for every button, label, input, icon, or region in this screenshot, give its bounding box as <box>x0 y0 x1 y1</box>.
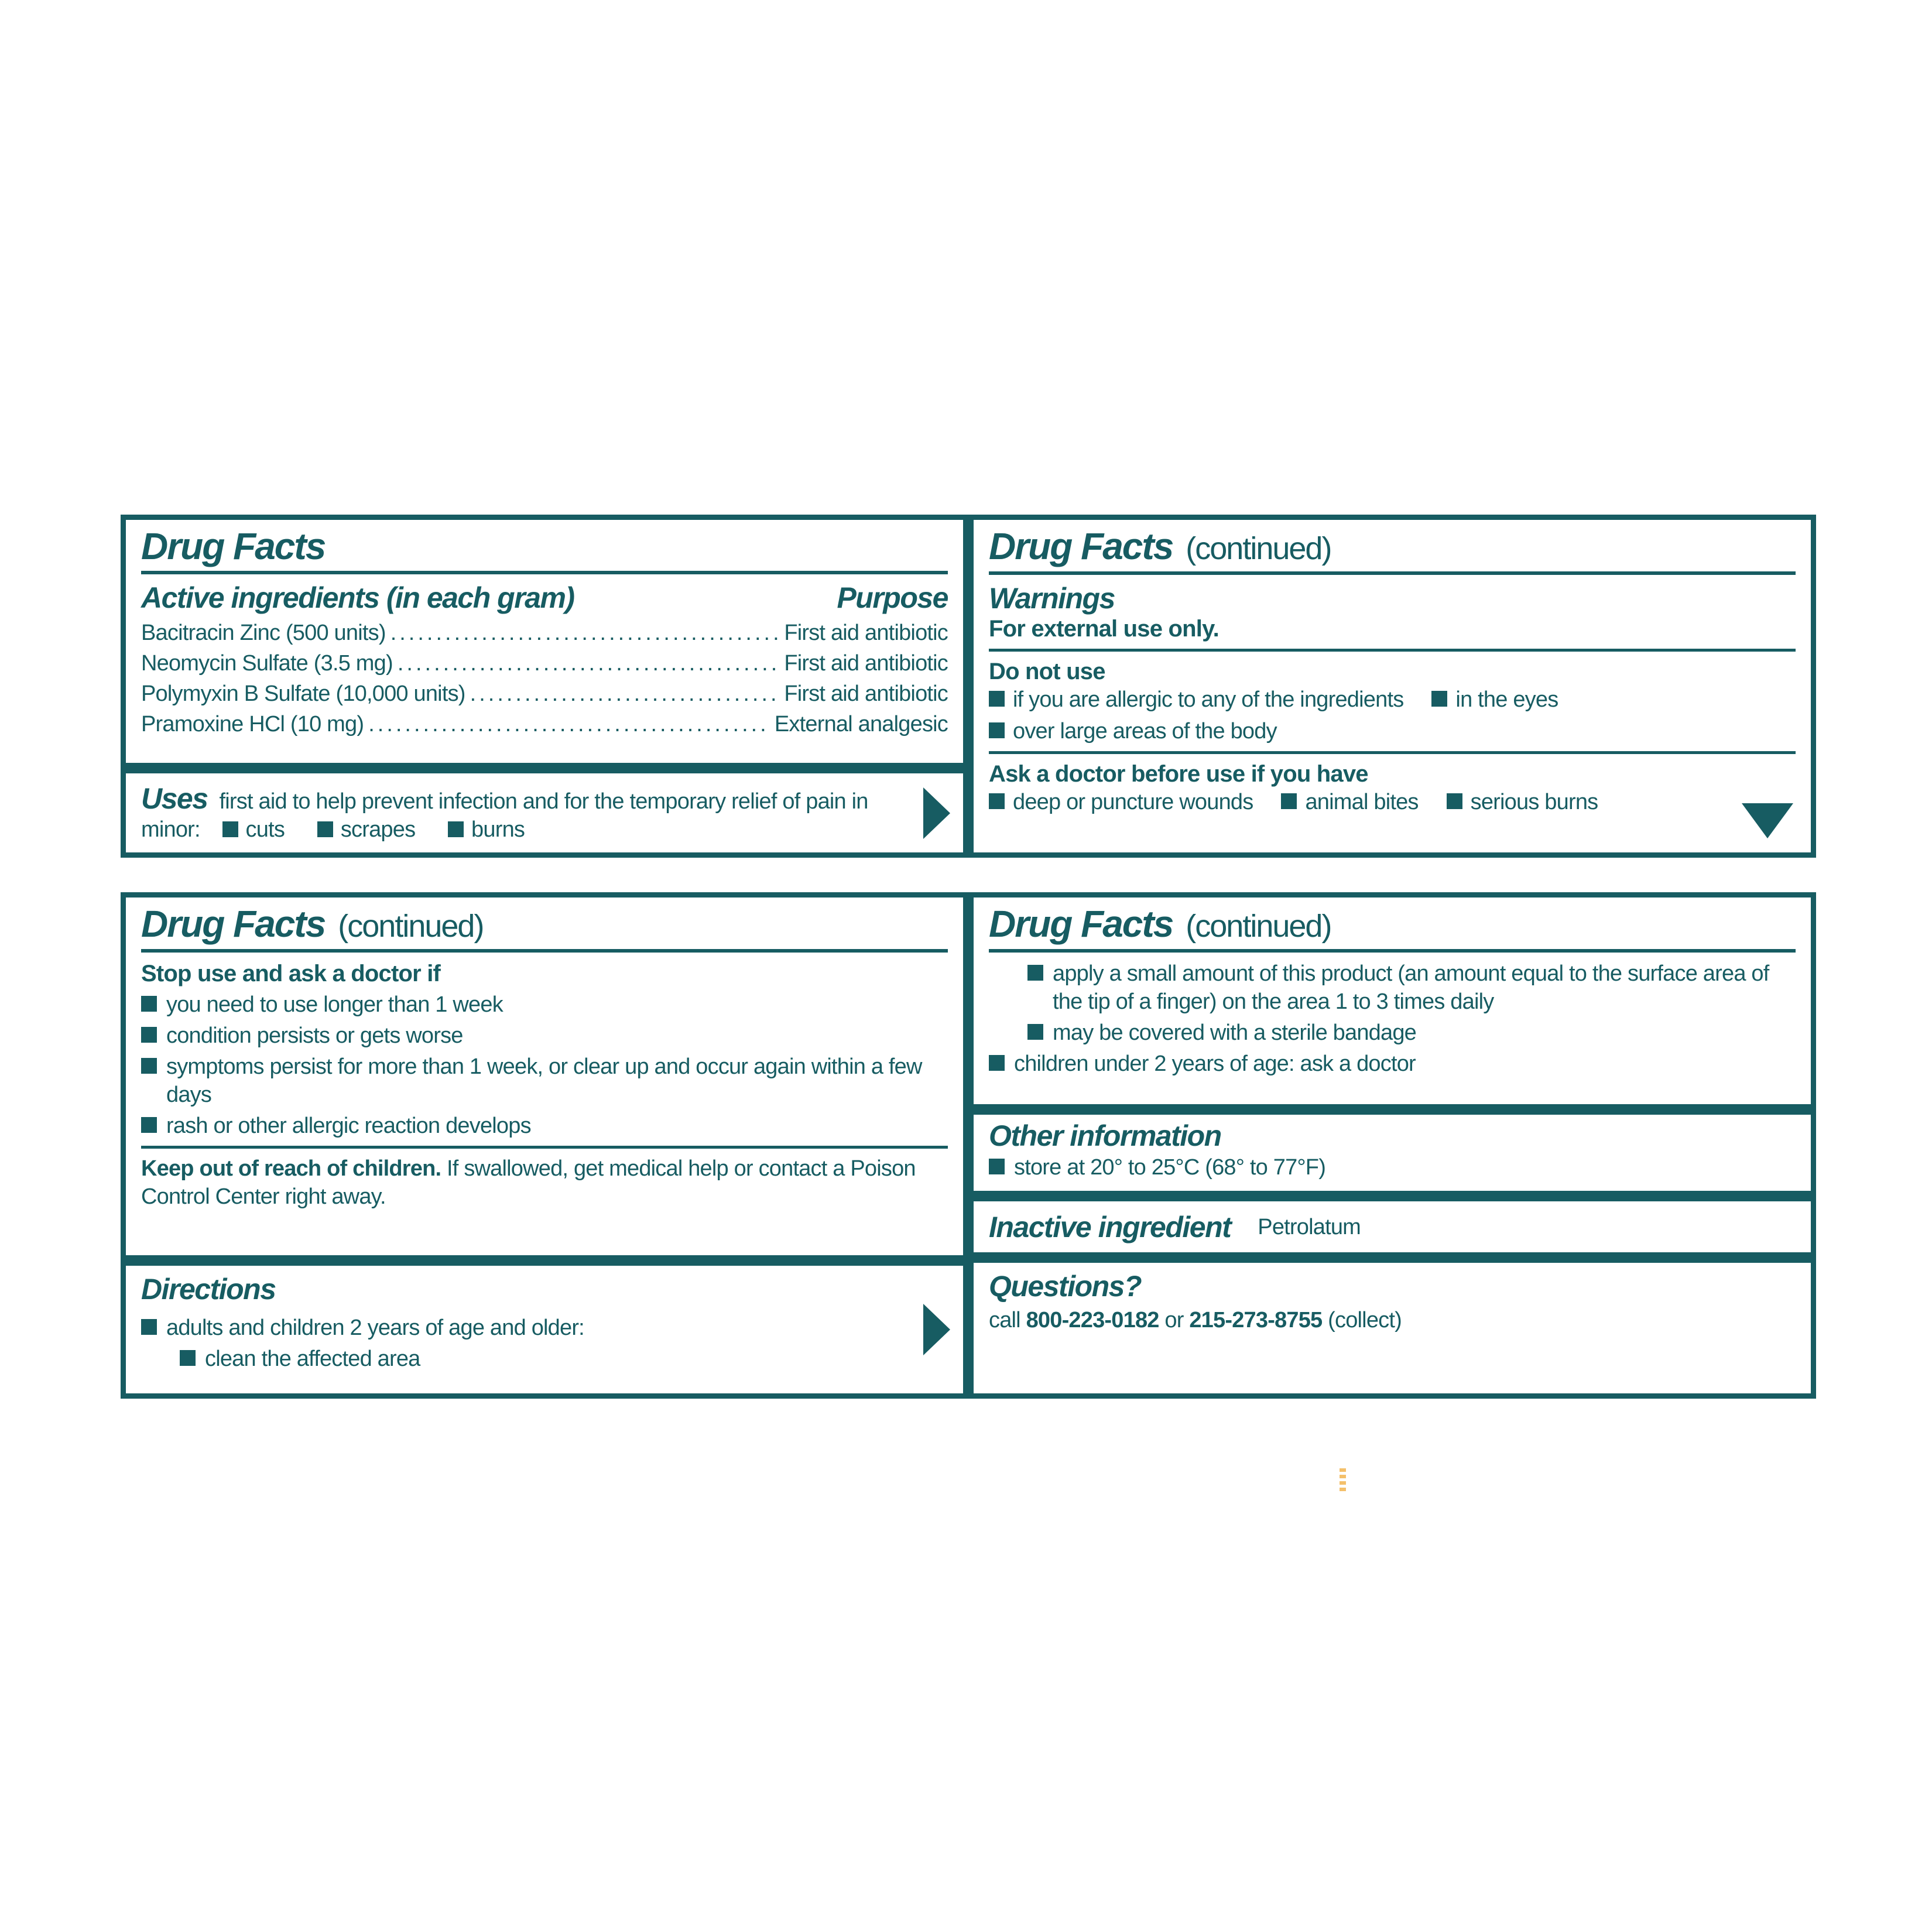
section-rule <box>141 571 948 574</box>
ingredient-name: Bacitracin Zinc (500 units) <box>141 621 386 646</box>
uses-item <box>448 817 525 842</box>
bullet-square-icon <box>141 1117 157 1133</box>
ask-doctor-item <box>989 788 1253 816</box>
section-rule <box>141 949 948 953</box>
uses-panel <box>121 768 968 858</box>
ingredient-purpose: First aid antibiotic <box>784 651 948 676</box>
dotted-leader <box>368 709 770 739</box>
stop-use-item-label: rash or other allergic reaction develops <box>166 1114 531 1138</box>
uses-text <box>141 782 893 844</box>
panel-title-row <box>141 527 948 566</box>
ingredient-row <box>141 679 948 709</box>
stop-use-item <box>141 1022 948 1050</box>
bullet-square-icon <box>141 1058 157 1074</box>
phone-number-1: 800-223-0182 <box>1026 1308 1159 1332</box>
inactive-ingredient-panel <box>968 1196 1816 1258</box>
other-information-item <box>989 1153 1796 1181</box>
column-top-left <box>121 515 968 858</box>
ingredient-row <box>141 648 948 679</box>
panel-title: Drug Facts <box>989 903 1173 945</box>
section-rule <box>989 571 1796 575</box>
bullet-square-icon <box>989 691 1005 707</box>
uses-item-label: cuts <box>245 817 285 842</box>
drug-facts-panel <box>121 515 968 768</box>
purpose-heading: Purpose <box>837 581 948 615</box>
panel-title: Drug Facts <box>141 903 326 945</box>
bullet-square-icon <box>141 1027 157 1043</box>
ingredient-name: Polymyxin B Sulfate (10,000 units) <box>141 681 465 707</box>
directions-item <box>989 1050 1796 1078</box>
bullet-square-icon <box>317 821 333 837</box>
inactive-ingredient-heading: Inactive ingredient <box>989 1210 1231 1244</box>
stop-use-item <box>141 991 948 1019</box>
do-not-use-item-label: if you are allergic to any of the ingredients <box>1013 687 1404 712</box>
dotted-leader <box>390 618 780 648</box>
bullet-square-icon <box>1027 1024 1043 1040</box>
uses-item-label: scrapes <box>340 817 416 842</box>
directions-item-label: children under 2 years of age: ask a doctor <box>1014 1051 1416 1076</box>
directions-heading: Directions <box>141 1273 276 1306</box>
stop-use-item-label: symptoms persist for more than 1 week, or clear up and occur again within a few days <box>166 1054 922 1107</box>
section-rule <box>989 949 1796 953</box>
ask-doctor-item-label: deep or puncture wounds <box>1013 790 1253 814</box>
do-not-use-item-label: over large areas of the body <box>1013 719 1277 744</box>
warnings-panel <box>968 515 1816 858</box>
ingredient-purpose: External analgesic <box>774 712 948 737</box>
ingredient-name: Pramoxine HCl (10 mg) <box>141 712 364 737</box>
ask-doctor-heading: Ask a doctor before use if you have <box>989 761 1368 787</box>
other-information-heading: Other information <box>989 1119 1221 1152</box>
keep-out-rest: If swallowed, get medical help or contact a Poison Control Center right away. <box>141 1156 916 1209</box>
directions-item <box>141 1314 893 1342</box>
stop-use-panel <box>121 892 968 1260</box>
bullet-square-icon <box>989 793 1005 809</box>
do-not-use-item <box>989 686 1403 714</box>
section-rule <box>989 649 1796 652</box>
stop-use-heading: Stop use and ask a doctor if <box>141 961 441 986</box>
uses-item-label: burns <box>471 817 525 842</box>
column-bottom-right <box>968 892 1816 1399</box>
do-not-use-heading: Do not use <box>989 659 1105 684</box>
phone-number-2: 215-273-8755 <box>1189 1308 1323 1332</box>
dotted-leader <box>470 679 780 709</box>
panel-title-row <box>989 527 1796 567</box>
panel-title-row <box>989 905 1796 944</box>
bullet-square-icon <box>1027 965 1043 981</box>
keep-out-of-reach-text <box>141 1155 948 1211</box>
uses-heading: Uses <box>141 782 208 815</box>
uses-item <box>317 817 415 842</box>
bullet-square-icon <box>141 996 157 1012</box>
bullet-square-icon <box>1281 793 1297 809</box>
directions-continued-panel <box>968 892 1816 1109</box>
bullet-square-icon <box>989 1055 1005 1071</box>
call-separator: or <box>1159 1308 1190 1332</box>
stop-use-item <box>141 1053 948 1109</box>
print-mark-icon <box>1340 1468 1346 1493</box>
ingredient-name: Neomycin Sulfate (3.5 mg) <box>141 651 393 676</box>
continued-label: (continued) <box>1186 909 1331 944</box>
ask-doctor-list <box>989 788 1796 816</box>
bullet-square-icon <box>180 1350 196 1366</box>
uses-item <box>222 817 285 842</box>
stop-use-item <box>141 1112 948 1140</box>
do-not-use-list <box>989 686 1796 745</box>
do-not-use-item-label: in the eyes <box>1455 687 1558 712</box>
ingredient-purpose: First aid antibiotic <box>784 621 948 646</box>
directions-sub-item-label: apply a small amount of this product (an amount equal to the surface area of the tip of a finger) on the area 1 to 3 times daily <box>1053 961 1769 1014</box>
keep-out-bold: Keep out of reach of children. <box>141 1156 441 1181</box>
bullet-square-icon <box>989 722 1005 738</box>
call-prefix: call <box>989 1308 1026 1332</box>
directions-sub-item <box>1027 960 1796 1016</box>
arrow-down-icon <box>1742 803 1793 838</box>
section-rule <box>141 1146 948 1149</box>
external-use-text: For external use only. <box>989 616 1219 642</box>
active-ingredients-header <box>141 581 948 614</box>
stop-use-item-label: condition persists or gets worse <box>166 1023 463 1048</box>
directions-sub-item-label: clean the affected area <box>205 1347 420 1371</box>
stop-use-item-label: you need to use longer than 1 week <box>166 992 503 1017</box>
active-ingredients-heading: Active ingredients (in each gram) <box>141 581 574 615</box>
panel-title: Drug Facts <box>989 525 1173 567</box>
arrow-right-icon <box>923 787 950 839</box>
panel-title: Drug Facts <box>141 525 326 567</box>
call-suffix: (collect) <box>1322 1308 1402 1332</box>
inactive-ingredient-value: Petrolatum <box>1258 1214 1361 1239</box>
ask-doctor-item-label: serious burns <box>1470 790 1598 814</box>
directions-sub-item <box>1027 1019 1796 1047</box>
continued-label: (continued) <box>338 909 484 944</box>
panel-title-row <box>141 905 948 944</box>
bullet-square-icon <box>222 821 238 837</box>
ask-doctor-item <box>1281 788 1418 816</box>
directions-item-label: adults and children 2 years of age and older: <box>166 1316 584 1340</box>
other-information-panel <box>968 1109 1816 1196</box>
directions-panel <box>121 1260 968 1399</box>
bullet-square-icon <box>1431 691 1447 707</box>
questions-call-line <box>989 1306 1796 1334</box>
section-rule <box>989 751 1796 754</box>
ingredient-row <box>141 709 948 739</box>
questions-heading: Questions? <box>989 1270 1142 1303</box>
continued-label: (continued) <box>1186 531 1331 566</box>
uses-intro: first aid to help prevent infection and for the temporary relief of pain in minor: <box>141 789 868 842</box>
bullet-square-icon <box>141 1319 157 1335</box>
ingredient-row <box>141 618 948 648</box>
questions-panel <box>968 1258 1816 1399</box>
ingredient-purpose: First aid antibiotic <box>784 681 948 707</box>
do-not-use-item <box>989 717 1277 745</box>
column-bottom-left <box>121 892 968 1399</box>
ask-doctor-item-label: animal bites <box>1305 790 1419 814</box>
bullet-square-icon <box>989 1159 1005 1174</box>
dotted-leader <box>398 648 779 679</box>
directions-sub-item-label: may be covered with a sterile bandage <box>1053 1020 1417 1045</box>
warnings-heading: Warnings <box>989 582 1115 615</box>
ask-doctor-item <box>1447 788 1598 816</box>
column-top-right <box>968 515 1816 858</box>
arrow-right-icon <box>923 1304 950 1355</box>
other-information-item-label: store at 20° to 25°C (68° to 77°F) <box>1014 1155 1326 1180</box>
bullet-square-icon <box>448 821 464 837</box>
do-not-use-item <box>1431 686 1558 714</box>
bullet-square-icon <box>1447 793 1462 809</box>
directions-sub-item <box>180 1345 893 1373</box>
